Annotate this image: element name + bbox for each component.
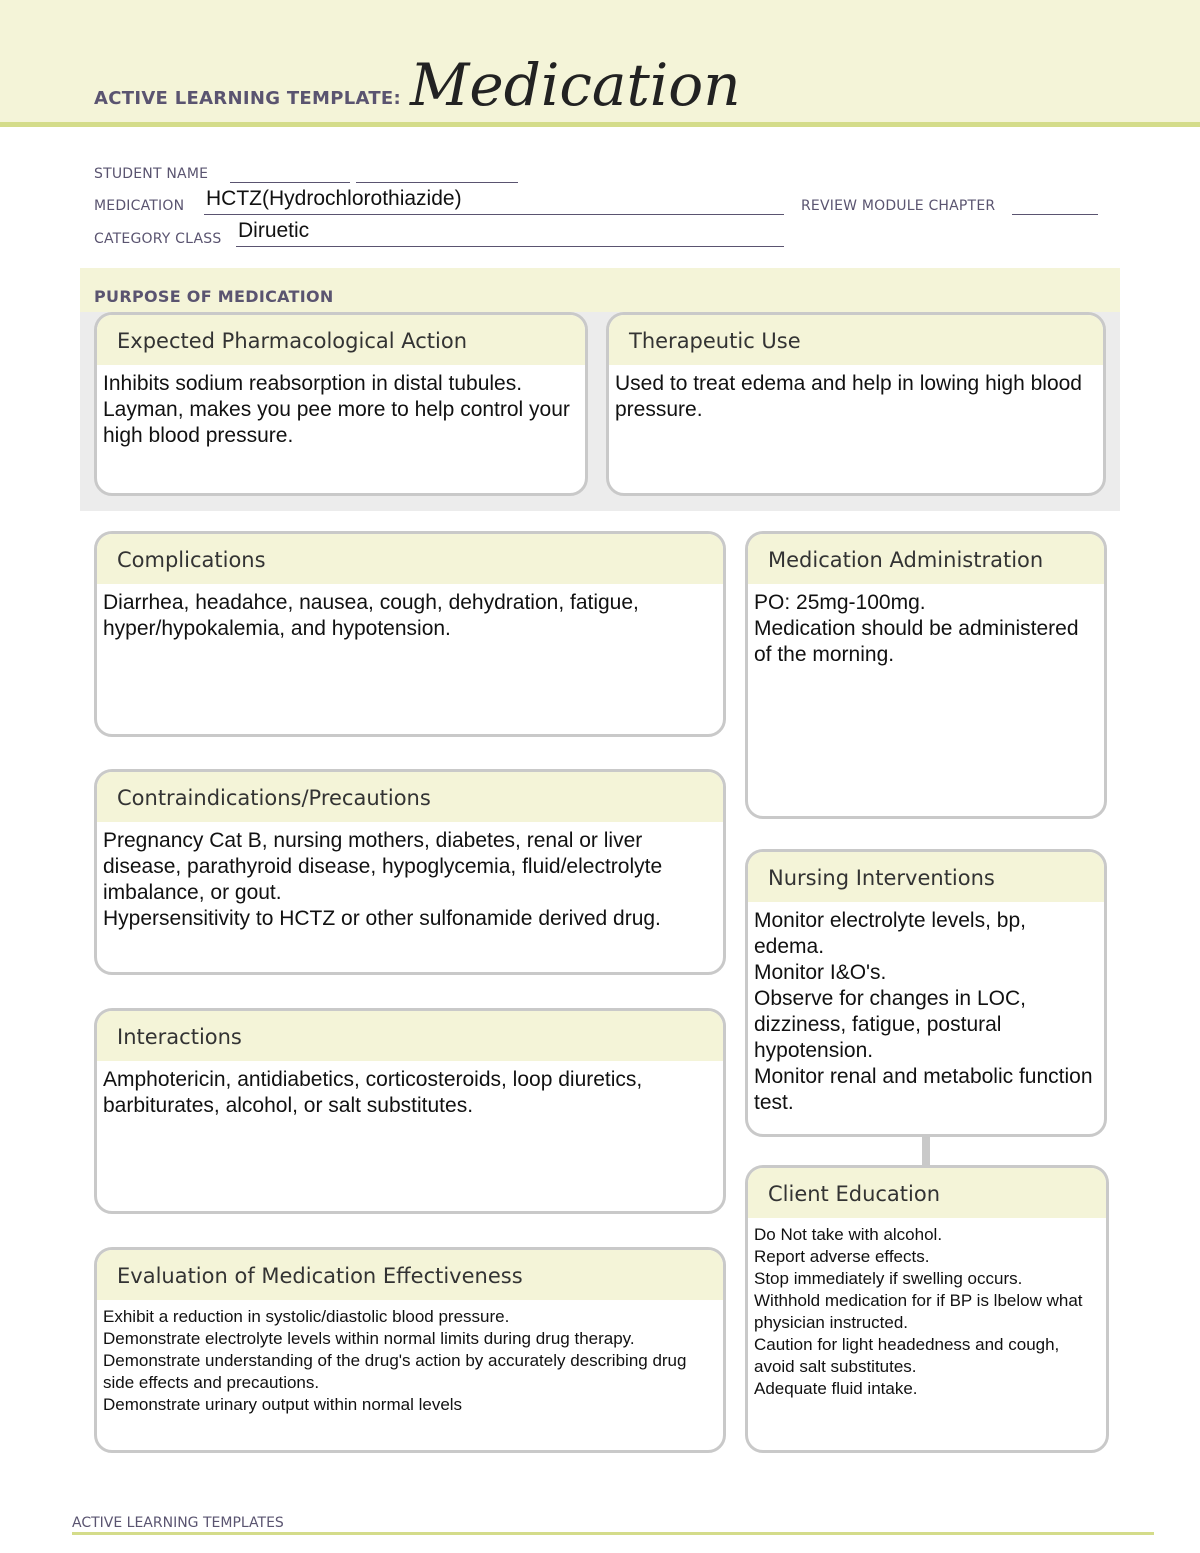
expected-action-title: Expected Pharmacological Action (97, 315, 585, 365)
complications-text[interactable]: Diarrhea, headahce, nausea, cough, dehydration, fatigue, hyper/hypokalemia, and hypotension. (103, 591, 639, 640)
client-education-box (745, 1165, 1109, 1453)
therapeutic-use-box (606, 312, 1106, 496)
medication-administration-title: Medication Administration (748, 534, 1104, 584)
purpose-label: PURPOSE OF MEDICATION (94, 287, 334, 306)
nursing-interventions-text[interactable]: Monitor electrolyte levels, bp, edema. Monitor I&O's. Observe for changes in LOC, dizziness, fatigue, postural hypotension. Monitor renal and metabolic function test. (754, 909, 1093, 1114)
evaluation-title: Evaluation of Medication Effectiveness (97, 1250, 723, 1300)
footer-rule (72, 1532, 1154, 1535)
category-class-value[interactable]: Diruetic (238, 219, 310, 242)
client-education-text[interactable]: Do Not take with alcohol. Report adverse effects. Stop immediately if swelling occurs. Withhold medication for if BP is lbelow what physician instructed. Caution for light headedness and cough, avoid salt substitutes. Adequate fluid intake. (754, 1225, 1083, 1398)
evaluation-box (94, 1247, 726, 1453)
therapeutic-use-text[interactable]: Used to treat edema and help in lowing high blood pressure. (615, 372, 1082, 421)
complications-box (94, 531, 726, 737)
interactions-box (94, 1008, 726, 1214)
review-module-chapter-line (1012, 214, 1098, 215)
interactions-text[interactable]: Amphotericin, antidiabetics, corticosteroids, loop diuretics, barbiturates, alcohol, or salt substitutes. (103, 1068, 643, 1117)
template-label: ACTIVE LEARNING TEMPLATE: (94, 88, 401, 109)
therapeutic-use-title: Therapeutic Use (609, 315, 1103, 365)
nursing-interventions-box (745, 849, 1107, 1137)
student-name-line-first (230, 182, 350, 183)
contraindications-title: Contraindications/Precautions (97, 772, 723, 822)
medication-label: MEDICATION (94, 198, 185, 214)
medication-line (204, 214, 784, 215)
footer-label: ACTIVE LEARNING TEMPLATES (72, 1515, 284, 1531)
category-class-label: CATEGORY CLASS (94, 231, 222, 247)
complications-title: Complications (97, 534, 723, 584)
medication-value[interactable]: HCTZ(Hydrochlorothiazide) (206, 187, 462, 210)
student-name-line-last (356, 182, 518, 183)
page-title: Medication (410, 51, 741, 119)
contraindications-text[interactable]: Pregnancy Cat B, nursing mothers, diabetes, renal or liver disease, parathyroid disease, hypoglycemia, fluid/electrolyte imbalance, or gout. Hypersensitivity to HCTZ or other sulfonamide derived drug. (103, 829, 663, 930)
student-name-label: STUDENT NAME (94, 166, 209, 182)
medication-administration-text[interactable]: PO: 25mg-100mg. Medication should be administered of the morning. (754, 591, 1079, 666)
header-rule (0, 122, 1200, 127)
expected-action-text[interactable]: Inhibits sodium reabsorption in distal tubules. Layman, makes you pee more to help control your high blood pressure. (103, 372, 570, 447)
contraindications-box (94, 769, 726, 975)
medication-administration-box (745, 531, 1107, 819)
connector-bar (922, 1136, 930, 1166)
expected-action-box (94, 312, 588, 496)
nursing-interventions-title: Nursing Interventions (748, 852, 1104, 902)
client-education-title: Client Education (748, 1168, 1106, 1218)
category-class-line (236, 246, 784, 247)
interactions-title: Interactions (97, 1011, 723, 1061)
review-module-chapter-label: REVIEW MODULE CHAPTER (801, 198, 996, 214)
evaluation-text[interactable]: Exhibit a reduction in systolic/diastolic blood pressure. Demonstrate electrolyte levels within normal limits during drug therapy. Demonstrate understanding of the drug's action by accurately describing drug side effects and precautions. Demonstrate urinary output within normal levels (103, 1307, 687, 1414)
